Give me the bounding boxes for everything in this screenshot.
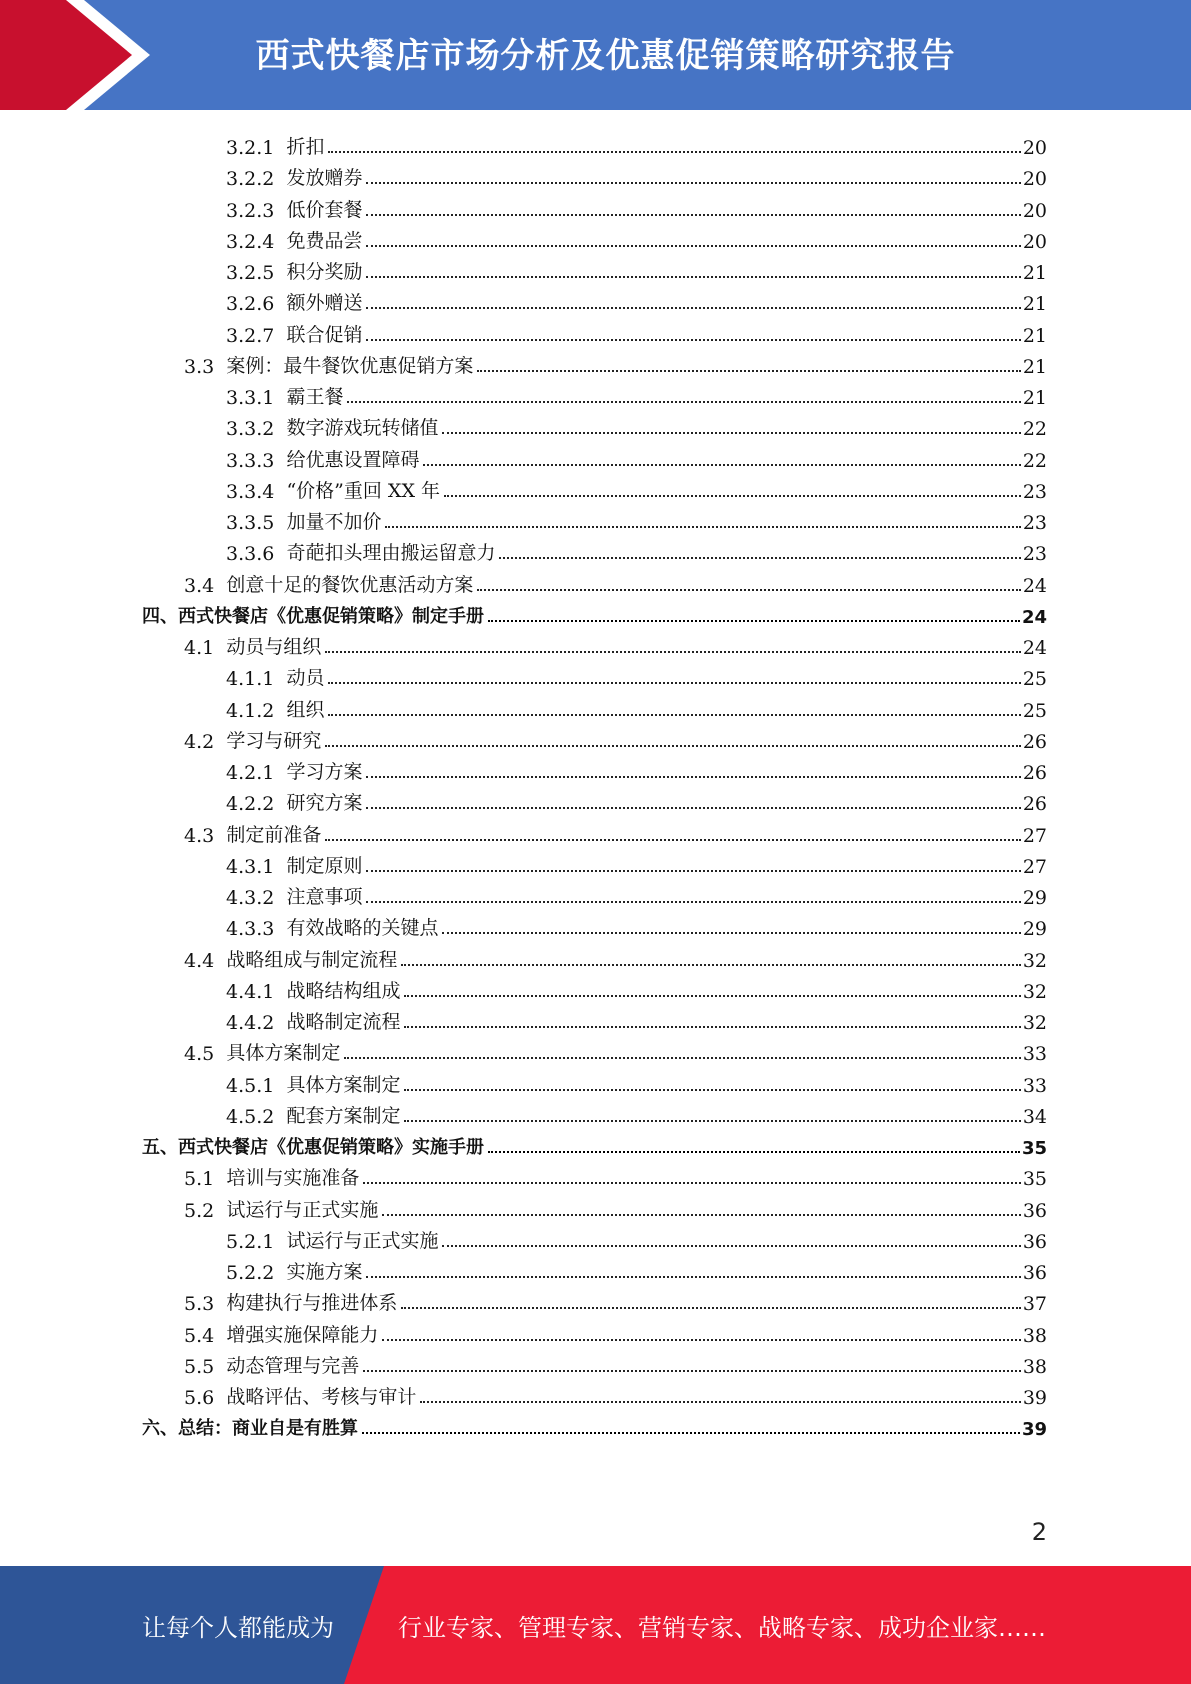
toc-entry-title: 实施方案 bbox=[286, 1261, 363, 1283]
toc-entry-title: 折扣 bbox=[286, 136, 325, 158]
toc-entry-number: 3.3.3 bbox=[226, 449, 275, 472]
toc-entry-title: 创意十足的餐饮优惠活动方案 bbox=[226, 573, 474, 596]
toc-entry[interactable] bbox=[184, 628, 1047, 659]
page-number: 2 bbox=[1031, 1518, 1047, 1546]
toc-dot-leader bbox=[362, 1432, 1020, 1434]
toc-entry-title: 动态管理与完善 bbox=[226, 1354, 360, 1377]
toc-entry-number: 3.3.6 bbox=[226, 543, 275, 566]
toc-entry-title: 构建执行与推进体系 bbox=[226, 1292, 398, 1315]
toc-dot-leader bbox=[325, 839, 1020, 841]
toc-entry-number: 3.4 bbox=[184, 574, 215, 597]
toc-entry-page: 25 bbox=[1022, 668, 1047, 691]
toc-entry-page: 39 bbox=[1021, 1419, 1047, 1441]
toc-dot-leader bbox=[366, 1276, 1020, 1278]
toc-entry-page: 21 bbox=[1022, 293, 1047, 316]
toc-entry-title: 额外赠送 bbox=[286, 292, 363, 315]
toc-entry-number: 5.2 bbox=[184, 1199, 215, 1222]
toc-entry[interactable] bbox=[184, 1191, 1047, 1222]
toc-entry-number: 3.3.2 bbox=[226, 418, 275, 441]
toc-dot-leader bbox=[401, 1307, 1020, 1309]
toc-entry-page: 38 bbox=[1022, 1324, 1047, 1347]
toc-entry[interactable] bbox=[226, 503, 1047, 534]
toc-dot-leader bbox=[442, 432, 1020, 434]
toc-entry[interactable] bbox=[226, 691, 1047, 722]
toc-entry-page: 25 bbox=[1022, 699, 1047, 722]
toc-entry-page: 26 bbox=[1022, 762, 1047, 784]
header-band bbox=[0, 0, 1191, 110]
document-title: 西式快餐店市场分析及优惠促销策略研究报告 bbox=[255, 35, 956, 76]
toc-entry-title: 组织 bbox=[286, 698, 325, 721]
toc-entry-title: 注意事项 bbox=[286, 886, 363, 908]
toc-dot-leader bbox=[347, 401, 1020, 403]
toc-entry-title: 战略结构组成 bbox=[286, 979, 401, 1002]
toc-entry-number: 5.4 bbox=[184, 1324, 215, 1347]
toc-entry[interactable] bbox=[226, 1097, 1047, 1128]
toc-entry[interactable] bbox=[226, 1003, 1047, 1034]
toc-entry-page: 22 bbox=[1022, 449, 1047, 472]
toc-entry[interactable] bbox=[184, 1347, 1047, 1378]
toc-dot-leader bbox=[442, 932, 1020, 934]
toc-entry-number: 4.5.1 bbox=[226, 1074, 275, 1097]
toc-dot-leader bbox=[404, 1120, 1020, 1122]
toc-entry-title: “价格”重回 XX 年 bbox=[286, 479, 441, 502]
toc-entry-number: 4.3 bbox=[184, 824, 215, 847]
toc-entry-page: 24 bbox=[1022, 637, 1047, 659]
toc-dot-leader bbox=[404, 1089, 1020, 1091]
toc-entry-title: 战略制定流程 bbox=[286, 1011, 401, 1033]
toc-entry-title: 案例：最牛餐饮优惠促销方案 bbox=[226, 354, 474, 377]
toc-entry-title: 总结：商业自是有胜算 bbox=[178, 1418, 358, 1440]
toc-entry-number: 3.3.1 bbox=[226, 387, 275, 409]
toc-entry[interactable] bbox=[226, 972, 1047, 1003]
toc-entry[interactable] bbox=[184, 816, 1047, 847]
toc-dot-leader bbox=[444, 495, 1021, 497]
toc-entry-page: 21 bbox=[1022, 387, 1047, 409]
toc-entry-number: 3.3 bbox=[184, 355, 215, 378]
toc-entry-number: 六、 bbox=[142, 1418, 178, 1440]
toc-entry-page: 36 bbox=[1022, 1262, 1047, 1284]
toc-entry-number: 3.3.4 bbox=[226, 480, 275, 503]
toc-dot-leader bbox=[423, 464, 1020, 466]
toc-entry-number: 4.2.1 bbox=[226, 762, 275, 784]
toc-dot-leader bbox=[382, 1214, 1020, 1216]
toc-entry-page: 32 bbox=[1022, 980, 1047, 1003]
toc-entry-title: 数字游戏玩转储值 bbox=[286, 417, 439, 440]
toc-entry[interactable] bbox=[226, 659, 1047, 690]
toc-entry-title: 配套方案制定 bbox=[286, 1104, 401, 1127]
toc-dot-leader bbox=[382, 1339, 1020, 1341]
toc-entry-title: 动员 bbox=[286, 667, 325, 690]
toc-dot-leader bbox=[366, 245, 1020, 247]
toc-dot-leader bbox=[325, 651, 1020, 653]
toc-dot-leader bbox=[366, 870, 1020, 872]
toc-entry-number: 4.4.2 bbox=[226, 1012, 275, 1034]
toc-entry-title: 战略评估、考核与审计 bbox=[226, 1386, 417, 1408]
toc-entry-page: 22 bbox=[1022, 418, 1047, 441]
toc-entry-number: 5.2.2 bbox=[226, 1262, 275, 1284]
footer-band bbox=[0, 1566, 1191, 1684]
toc-entry-number: 3.2.4 bbox=[226, 230, 275, 253]
toc-entry-number: 5.2.1 bbox=[226, 1230, 275, 1253]
toc-entry-title: 霸王餐 bbox=[286, 386, 344, 408]
toc-entry-page: 36 bbox=[1022, 1230, 1047, 1253]
toc-entry-number: 3.2.6 bbox=[226, 293, 275, 316]
toc-entry-number: 4.3.1 bbox=[226, 855, 275, 878]
toc-entry-page: 23 bbox=[1022, 480, 1047, 503]
toc-entry-number: 3.2.1 bbox=[226, 137, 275, 159]
toc-entry-page: 24 bbox=[1022, 574, 1047, 597]
toc-entry[interactable] bbox=[184, 1034, 1047, 1065]
toc-entry-page: 27 bbox=[1022, 824, 1047, 847]
toc-entry-number: 4.2 bbox=[184, 730, 215, 753]
toc-entry-title: 低价套餐 bbox=[286, 198, 363, 221]
toc-entry-page: 34 bbox=[1022, 1105, 1047, 1128]
toc-entry-title: 战略组成与制定流程 bbox=[226, 948, 398, 971]
toc-entry-page: 39 bbox=[1022, 1387, 1047, 1409]
toc-entry[interactable] bbox=[226, 128, 1047, 159]
toc-entry-page: 29 bbox=[1022, 887, 1047, 909]
toc-dot-leader bbox=[488, 1151, 1020, 1153]
toc-dot-leader bbox=[477, 370, 1020, 372]
toc-entry-title: 具体方案制定 bbox=[286, 1073, 401, 1096]
toc-entry[interactable] bbox=[184, 1316, 1047, 1347]
toc-dot-leader bbox=[363, 1370, 1020, 1372]
toc-entry-title: 发放赠券 bbox=[286, 167, 363, 190]
toc-entry-number: 3.2.2 bbox=[226, 168, 275, 191]
toc-entry-title: 制定前准备 bbox=[226, 823, 322, 846]
toc-entry-page: 26 bbox=[1022, 793, 1047, 816]
toc-entry-page: 32 bbox=[1022, 949, 1047, 972]
toc-entry-page: 21 bbox=[1022, 355, 1047, 378]
toc-dot-leader bbox=[499, 557, 1020, 559]
toc-entry-title: 奇葩扣头理由搬运留意力 bbox=[286, 542, 496, 565]
toc-entry[interactable] bbox=[184, 1378, 1047, 1409]
toc-dot-leader bbox=[328, 714, 1020, 716]
toc-dot-leader bbox=[488, 620, 1020, 622]
toc-dot-leader bbox=[325, 745, 1020, 747]
toc-entry-title: 学习方案 bbox=[286, 761, 363, 783]
toc-entry-page: 29 bbox=[1022, 918, 1047, 941]
toc-dot-leader bbox=[404, 1026, 1020, 1028]
toc-entry-page: 27 bbox=[1022, 855, 1047, 878]
toc-entry-page: 20 bbox=[1022, 230, 1047, 253]
toc-entry-number: 3.2.3 bbox=[226, 199, 275, 222]
toc-entry-number: 四、 bbox=[142, 605, 178, 627]
toc-entry-number: 4.1.2 bbox=[226, 699, 275, 722]
toc-entry-number: 4.3.3 bbox=[226, 918, 275, 941]
toc-entry[interactable] bbox=[226, 284, 1047, 315]
toc-entry-page: 20 bbox=[1022, 137, 1047, 159]
toc-entry-title: 免费品尝 bbox=[286, 229, 363, 252]
toc-dot-leader bbox=[366, 182, 1020, 184]
toc-entry-page: 37 bbox=[1022, 1293, 1047, 1316]
toc-dot-leader bbox=[366, 307, 1020, 309]
toc-dot-leader bbox=[328, 151, 1020, 153]
toc-entry-page: 35 bbox=[1021, 1138, 1047, 1159]
toc-entry-number: 4.1.1 bbox=[226, 668, 275, 691]
footer-slogan-left: 让每个人都能成为 bbox=[142, 1613, 334, 1642]
toc-entry-page: 20 bbox=[1022, 199, 1047, 222]
toc-dot-leader bbox=[420, 1401, 1020, 1403]
toc-dot-leader bbox=[344, 1057, 1020, 1059]
toc-entry-number: 3.2.7 bbox=[226, 324, 275, 347]
toc-dot-leader bbox=[366, 776, 1020, 778]
toc-dot-leader bbox=[366, 901, 1020, 903]
toc-entry[interactable] bbox=[226, 253, 1047, 284]
toc-dot-leader bbox=[366, 276, 1020, 278]
toc-entry-title: 加量不加价 bbox=[286, 511, 382, 533]
toc-dot-leader bbox=[442, 1245, 1020, 1247]
toc-entry[interactable] bbox=[142, 597, 1047, 628]
toc-entry-page: 24 bbox=[1021, 606, 1047, 628]
toc-entry-title: 联合促销 bbox=[286, 323, 363, 346]
toc-dot-leader bbox=[385, 526, 1020, 528]
toc-entry-number: 4.2.2 bbox=[226, 793, 275, 816]
toc-entry[interactable] bbox=[184, 1159, 1047, 1190]
toc-entry[interactable] bbox=[226, 784, 1047, 815]
toc-entry-page: 36 bbox=[1022, 1199, 1047, 1222]
toc-entry-title: 制定原则 bbox=[286, 854, 363, 877]
toc-dot-leader bbox=[366, 214, 1020, 216]
toc-entry-page: 20 bbox=[1022, 168, 1047, 191]
toc-entry[interactable] bbox=[184, 941, 1047, 972]
toc-entry[interactable] bbox=[226, 1222, 1047, 1253]
footer-slogan-right: 行业专家、管理专家、营销专家、战略专家、成功企业家…… bbox=[398, 1613, 1046, 1642]
toc-entry[interactable] bbox=[184, 1284, 1047, 1315]
toc-entry-number: 5.6 bbox=[184, 1387, 215, 1409]
toc-entry-page: 23 bbox=[1022, 512, 1047, 534]
toc-dot-leader bbox=[366, 339, 1020, 341]
toc-dot-leader bbox=[401, 964, 1020, 966]
toc-entry[interactable] bbox=[226, 222, 1047, 253]
toc-entry-title: 西式快餐店《优惠促销策略》实施手册 bbox=[178, 1137, 484, 1158]
toc-dot-leader bbox=[366, 807, 1020, 809]
toc-entry[interactable] bbox=[184, 347, 1047, 378]
toc-entry-title: 试运行与正式实施 bbox=[286, 1229, 439, 1252]
toc-entry-number: 4.1 bbox=[184, 637, 215, 659]
toc-entry[interactable] bbox=[226, 534, 1047, 565]
toc-entry-number: 5.3 bbox=[184, 1293, 215, 1316]
toc-entry-page: 21 bbox=[1022, 262, 1047, 284]
toc-dot-leader bbox=[363, 1182, 1020, 1184]
toc-entry-number: 3.2.5 bbox=[226, 262, 275, 284]
toc-entry[interactable] bbox=[184, 722, 1047, 753]
toc-entry[interactable] bbox=[226, 472, 1047, 503]
toc-entry-number: 4.5 bbox=[184, 1043, 215, 1066]
toc-entry-number: 5.5 bbox=[184, 1355, 215, 1378]
toc-entry[interactable] bbox=[226, 441, 1047, 472]
toc-entry[interactable] bbox=[142, 1128, 1047, 1159]
toc-entry-number: 4.4.1 bbox=[226, 980, 275, 1003]
toc-entry-title: 给优惠设置障碍 bbox=[286, 448, 420, 471]
toc-entry[interactable] bbox=[226, 1066, 1047, 1097]
toc-entry-number: 4.5.2 bbox=[226, 1105, 275, 1128]
toc-dot-leader bbox=[404, 995, 1020, 997]
toc-entry[interactable] bbox=[226, 1253, 1047, 1284]
toc-entry-page: 35 bbox=[1022, 1168, 1047, 1191]
toc-entry-title: 试运行与正式实施 bbox=[226, 1198, 379, 1221]
toc-entry[interactable] bbox=[226, 316, 1047, 347]
toc-entry-page: 33 bbox=[1022, 1074, 1047, 1097]
toc-entry[interactable] bbox=[226, 409, 1047, 440]
toc-entry-page: 21 bbox=[1022, 324, 1047, 347]
toc-dot-leader bbox=[477, 589, 1020, 591]
toc-entry-page: 23 bbox=[1022, 543, 1047, 566]
toc-entry[interactable] bbox=[184, 566, 1047, 597]
toc-entry-page: 33 bbox=[1022, 1043, 1047, 1066]
toc-entry-number: 4.3.2 bbox=[226, 887, 275, 909]
toc-entry-title: 有效战略的关键点 bbox=[286, 917, 439, 940]
toc-entry-number: 3.3.5 bbox=[226, 512, 275, 534]
toc-entry-page: 26 bbox=[1022, 730, 1047, 753]
toc-entry-title: 积分奖励 bbox=[286, 261, 363, 283]
toc-entry-page: 32 bbox=[1022, 1012, 1047, 1034]
toc-entry-page: 38 bbox=[1022, 1355, 1047, 1378]
toc-entry-title: 培训与实施准备 bbox=[226, 1167, 360, 1190]
toc-entry[interactable] bbox=[226, 909, 1047, 940]
toc-entry[interactable] bbox=[226, 753, 1047, 784]
toc-entry-title: 学习与研究 bbox=[226, 729, 322, 752]
toc-entry-title: 研究方案 bbox=[286, 792, 363, 815]
toc-entry[interactable] bbox=[226, 378, 1047, 409]
toc-entry-title: 增强实施保障能力 bbox=[226, 1323, 379, 1346]
toc-entry[interactable] bbox=[226, 847, 1047, 878]
toc-entry-title: 西式快餐店《优惠促销策略》制定手册 bbox=[178, 605, 484, 627]
toc-entry-title: 具体方案制定 bbox=[226, 1042, 341, 1065]
toc-entry-title: 动员与组织 bbox=[226, 636, 322, 658]
toc-entry[interactable] bbox=[142, 1409, 1047, 1440]
toc-entry[interactable] bbox=[226, 191, 1047, 222]
toc-entry[interactable] bbox=[226, 159, 1047, 190]
toc-entry-number: 五、 bbox=[142, 1137, 178, 1158]
toc-dot-leader bbox=[328, 682, 1020, 684]
toc-entry-number: 4.4 bbox=[184, 949, 215, 972]
toc-entry[interactable] bbox=[226, 878, 1047, 909]
toc-entry-number: 5.1 bbox=[184, 1168, 215, 1191]
